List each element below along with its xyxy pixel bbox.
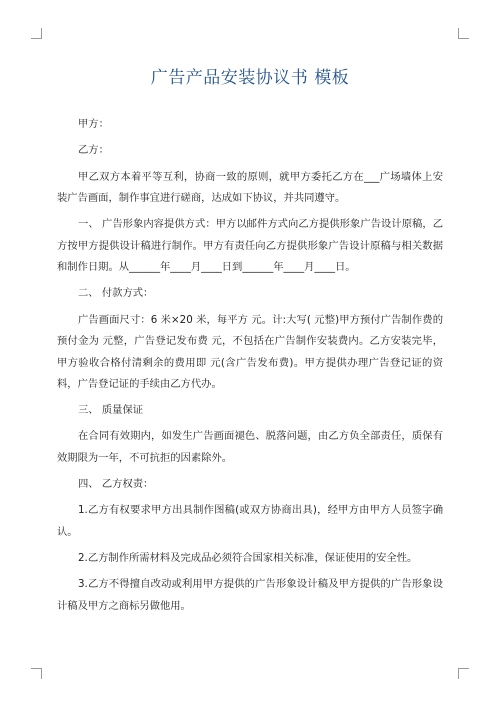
- party-a-line: 甲方：: [78, 118, 109, 130]
- preamble-paragraph: 甲乙双方本着平等互利，协商一致的原则，就甲方委托乙方在___广场墙体上安装广告画面，制作事宜进行磋商，达成如下协议，并共同遵守。: [57, 170, 443, 205]
- rights-item-2: 2.乙方制作所需材料及完成品必须符合国家相关标准，保证使用的安全性。: [78, 551, 418, 564]
- rights-item-3: 3.乙方不得擅自改动或利用甲方提供的广告形象设计稿及甲方提供的广告形象设计稿及甲方之商标另做他用。: [57, 578, 443, 612]
- document-title: 广告产品安装协议书 模板: [150, 68, 350, 88]
- section-1-paragraph: 一、 广告形象内容提供方式：甲方以邮件方式向乙方提供形象广告设计原稿，乙方按甲方提供设计稿进行制作。甲方有责任向乙方提供形象广告设计原稿与相关数据和制作日期。从______年____月____日到______年____月____日。: [57, 218, 443, 274]
- rights-item-1: 1.乙方有权要求甲方出具制作图稿(或双方协商出具)，经甲方由甲方人员签字确认。: [57, 504, 443, 538]
- section-4-heading: 四、 乙方权责：: [78, 477, 154, 490]
- section-3-heading: 三、 质量保证: [78, 404, 144, 417]
- crop-mark-top-right: [458, 28, 469, 39]
- payment-paragraph: 广告画面尺寸：6 米×20 米，每平方 元。计:大写( 元整)甲方预付广告制作费的预付金为 元整，广告登记发布费 元，不包括在广告制作安装费内。乙方安装完毕，甲方验收合格付清剩余的费用即 元(含广告发布费)。甲方提供办理广告登记证的资料，广告登记证的手续由乙方代办。: [57, 313, 443, 391]
- quality-paragraph: 在合同有效期内，如发生广告画面褪色、脱落问题，由乙方负全部责任，质保有效期限为一年，不可抗拒的因素除外。: [57, 430, 443, 465]
- crop-mark-top-left: [31, 28, 42, 39]
- crop-mark-bottom-left: [31, 668, 42, 679]
- party-b-line: 乙方：: [78, 144, 109, 157]
- section-2-heading: 二、 付款方式：: [78, 287, 154, 300]
- crop-mark-bottom-right: [458, 668, 469, 679]
- document-body: [57, 114, 443, 621]
